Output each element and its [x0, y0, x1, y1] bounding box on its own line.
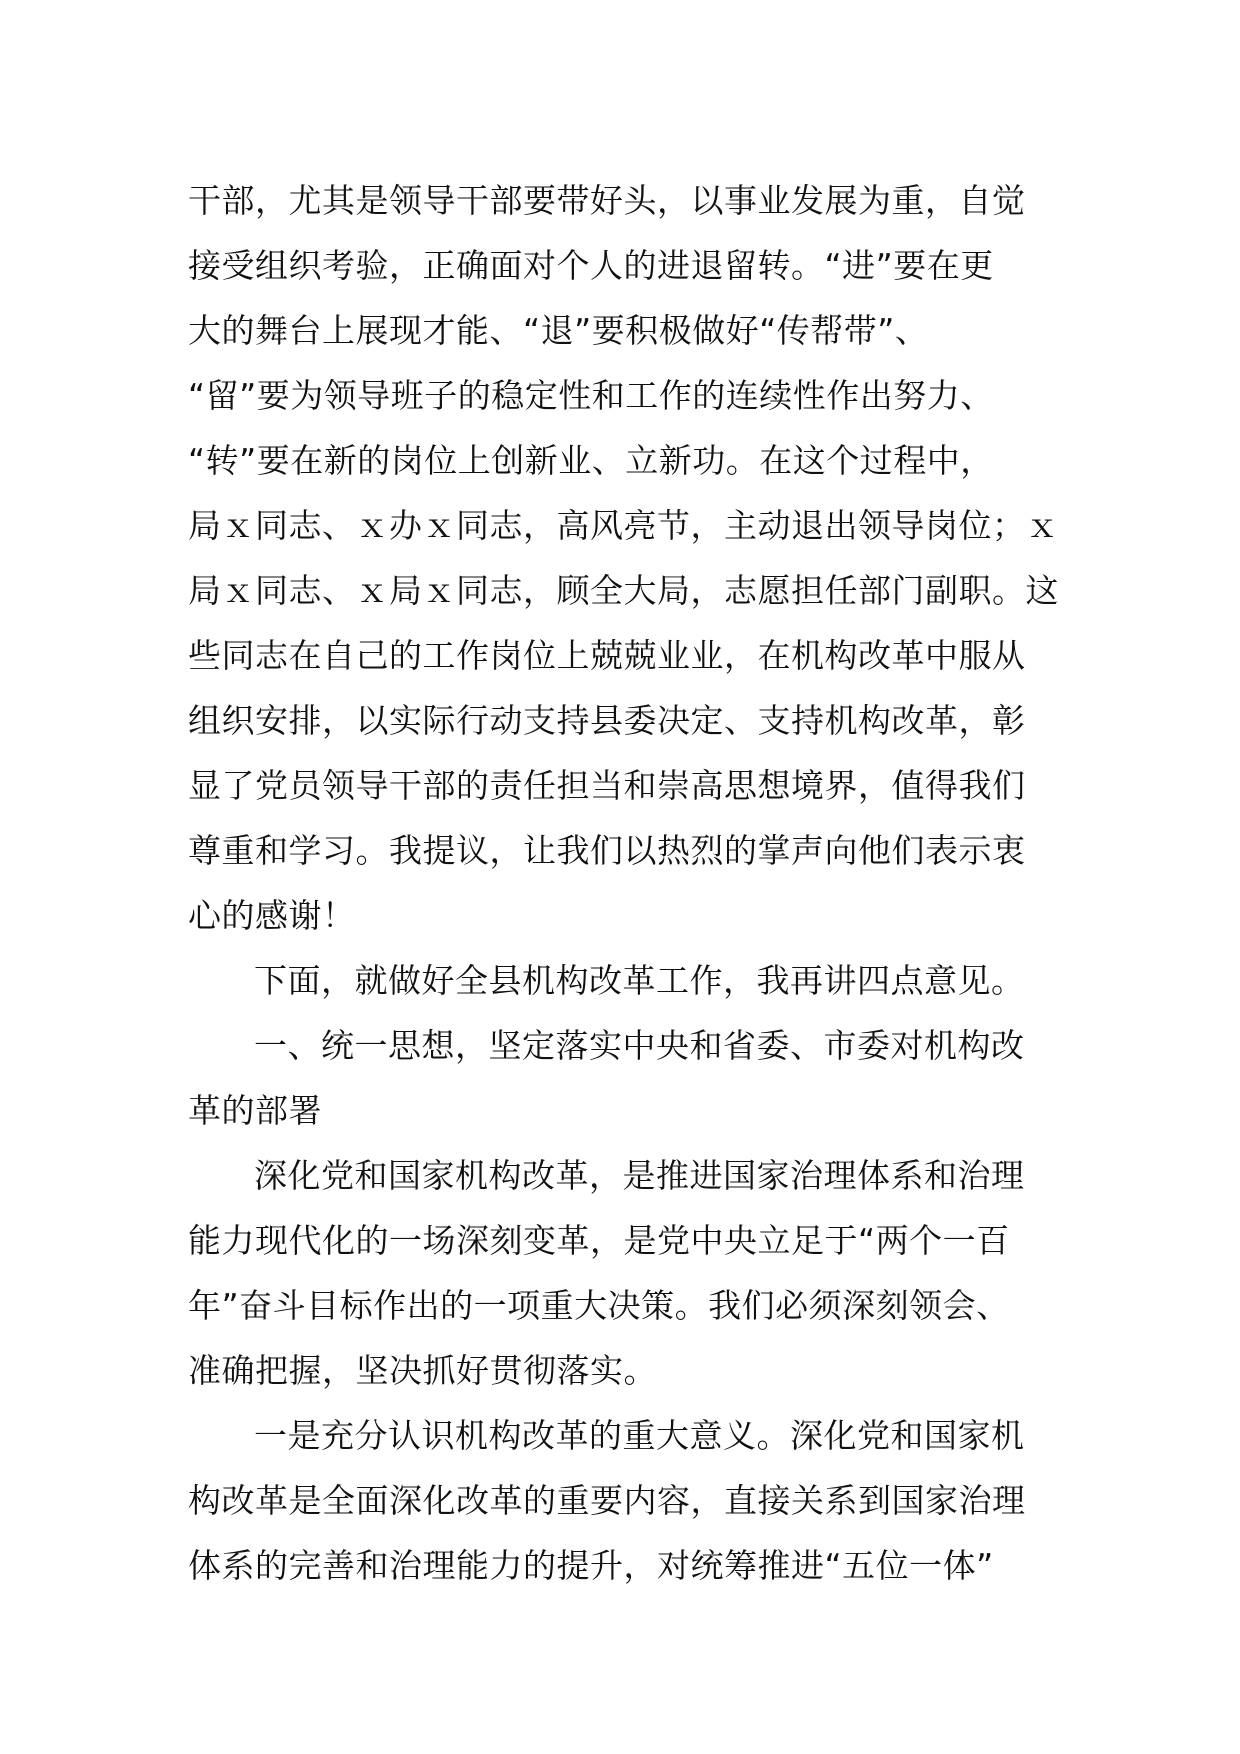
paragraph-line: 些同志在自己的工作岗位上兢兢业业，在机构改革中服从: [188, 636, 1026, 675]
paragraph-line: 深化党和国家机构改革，是推进国家治理体系和治理: [254, 1156, 1025, 1195]
paragraph-line: 心的感谢！: [188, 896, 356, 935]
paragraph-line: 年”奋斗目标作出的一项重大决策。我们必须深刻领会、: [188, 1286, 1010, 1325]
paragraph-line: 下面，就做好全县机构改革工作，我再讲四点意见。: [254, 961, 1025, 1000]
paragraph-line: 干部，尤其是领导干部要带好头，以事业发展为重，自觉: [188, 181, 1026, 220]
paragraph-line: 构改革是全面深化改革的重要内容，直接关系到国家治理: [188, 1481, 1026, 1520]
paragraph-line: 一是充分认识机构改革的重大意义。深化党和国家机: [254, 1416, 1025, 1455]
document-body: [188, 168, 1059, 1598]
paragraph-line: 体系的完善和治理能力的提升，对统筹推进“五位一体”: [188, 1546, 994, 1585]
paragraph-line: 大的舞台上展现才能、“退”要积极做好“传帮带”、: [188, 311, 929, 350]
paragraph-line: 局ｘ同志、ｘ局ｘ同志，顾全大局，志愿担任部门副职。这: [188, 571, 1059, 610]
paragraph-line: 接受组织考验，正确面对个人的进退留转。“进”要在更: [188, 246, 994, 285]
paragraph-line: “留”要为领导班子的稳定性和工作的连续性作出努力、: [188, 376, 994, 415]
paragraph-line: 能力现代化的一场深刻变革，是党中央立足于“两个一百: [188, 1221, 1010, 1260]
paragraph-line: 尊重和学习。我提议，让我们以热烈的掌声向他们表示衷: [188, 831, 1026, 870]
paragraph-line: 准确把握，坚决抓好贯彻落实。: [188, 1351, 657, 1390]
paragraph-line: 组织安排，以实际行动支持县委决定、支持机构改革，彰: [188, 701, 1026, 740]
section-heading: 一、统一思想，坚定落实中央和省委、市委对机构改: [254, 1026, 1025, 1065]
paragraph-line: 局ｘ同志、ｘ办ｘ同志，高风亮节，主动退出领导岗位；ｘ: [188, 506, 1059, 545]
paragraph-line: 显了党员领导干部的责任担当和崇高思想境界，值得我们: [188, 766, 1026, 805]
section-heading: 革的部署: [188, 1091, 322, 1130]
paragraph-line: “转”要在新的岗位上创新业、立新功。在这个过程中，: [188, 441, 994, 480]
